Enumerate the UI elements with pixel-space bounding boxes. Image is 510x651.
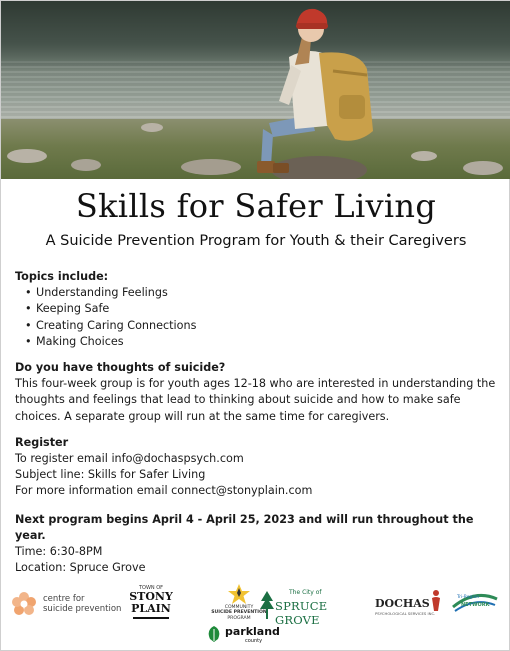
flower-icon	[11, 591, 37, 617]
csp-line2: suicide prevention	[43, 604, 122, 614]
register-email-line: To register email info@dochaspsych.com	[15, 452, 244, 466]
hero-rock	[463, 161, 503, 175]
list-item: • Making Choices	[25, 334, 499, 350]
next-program-heading: Next program begins April 4 - April 25, 2023 and will run throughout the year.	[15, 512, 474, 542]
topics-heading: Topics include:	[15, 270, 109, 283]
csp-line1: centre for	[43, 594, 85, 604]
page-subtitle: A Suicide Prevention Program for Youth & their Caregivers	[45, 233, 467, 249]
hero-photo	[1, 1, 510, 179]
parkland-sub: county	[245, 638, 263, 644]
figure-icon	[429, 589, 443, 613]
town-of-stony-plain-logo	[129, 585, 173, 625]
thoughts-paragraph: This four-week group is for youth ages 12-18 who are interested in understanding the thoughts and feelings that lead to thinking about suicide and how to make safe choices. A separate group will run at the same time for caregivers.	[15, 377, 496, 423]
dochas-name: DOCHAS	[375, 597, 430, 610]
thoughts-heading: Do you have thoughts of suicide?	[15, 361, 226, 375]
hero-rock	[181, 159, 241, 175]
network-line2: NETWORK	[461, 602, 490, 608]
dochas-sub: PSYCHOLOGICAL SERVICES INC.	[375, 611, 436, 616]
community-line2: SUICIDE PREVENTION	[211, 610, 267, 616]
hero-rock	[141, 123, 163, 132]
list-item: • Keeping Safe	[25, 301, 499, 317]
stony-line2: PLAIN	[131, 602, 171, 615]
partner-logos	[1, 575, 510, 650]
leaf-icon	[205, 625, 223, 643]
star-icon	[224, 583, 254, 605]
community-line1: COMMUNITY	[224, 605, 254, 610]
page-title: Skills for Safer Living	[75, 187, 437, 225]
tree-icon	[259, 591, 275, 619]
network-line1: Tri-Region	[457, 595, 480, 600]
flyer-body	[15, 269, 499, 576]
list-item: • Creating Caring Connections	[25, 318, 499, 334]
stony-line1: STONY	[129, 590, 173, 603]
hero-rock	[411, 151, 437, 161]
program-location: Location: Spruce Grove	[15, 561, 146, 575]
parkland-name: parkland	[225, 625, 280, 638]
parkland-county-logo	[205, 623, 283, 647]
dochas-logo	[375, 589, 441, 619]
list-item: • Understanding Feelings	[25, 285, 499, 301]
program-time: Time: 6:30-8PM	[15, 545, 103, 559]
register-info-line: For more information email connect@stonyplain.com	[15, 484, 313, 498]
spruce-name: SPRUCE GROVE	[275, 599, 328, 627]
spruce-city: The City of	[289, 589, 322, 596]
hero-rock	[71, 159, 101, 171]
hero-rock	[7, 149, 47, 163]
topics-list	[25, 285, 499, 350]
hiker-figure	[249, 5, 389, 179]
city-of-spruce-grove-logo	[259, 589, 363, 627]
register-heading: Register	[15, 435, 69, 449]
stony-top: TOWN OF	[138, 585, 164, 591]
community-line3: PROGRAM	[227, 615, 251, 621]
register-subject-line: Subject line: Skills for Safer Living	[15, 468, 206, 482]
tri-region-network-logo	[449, 587, 501, 619]
centre-for-suicide-prevention-logo	[11, 591, 131, 617]
